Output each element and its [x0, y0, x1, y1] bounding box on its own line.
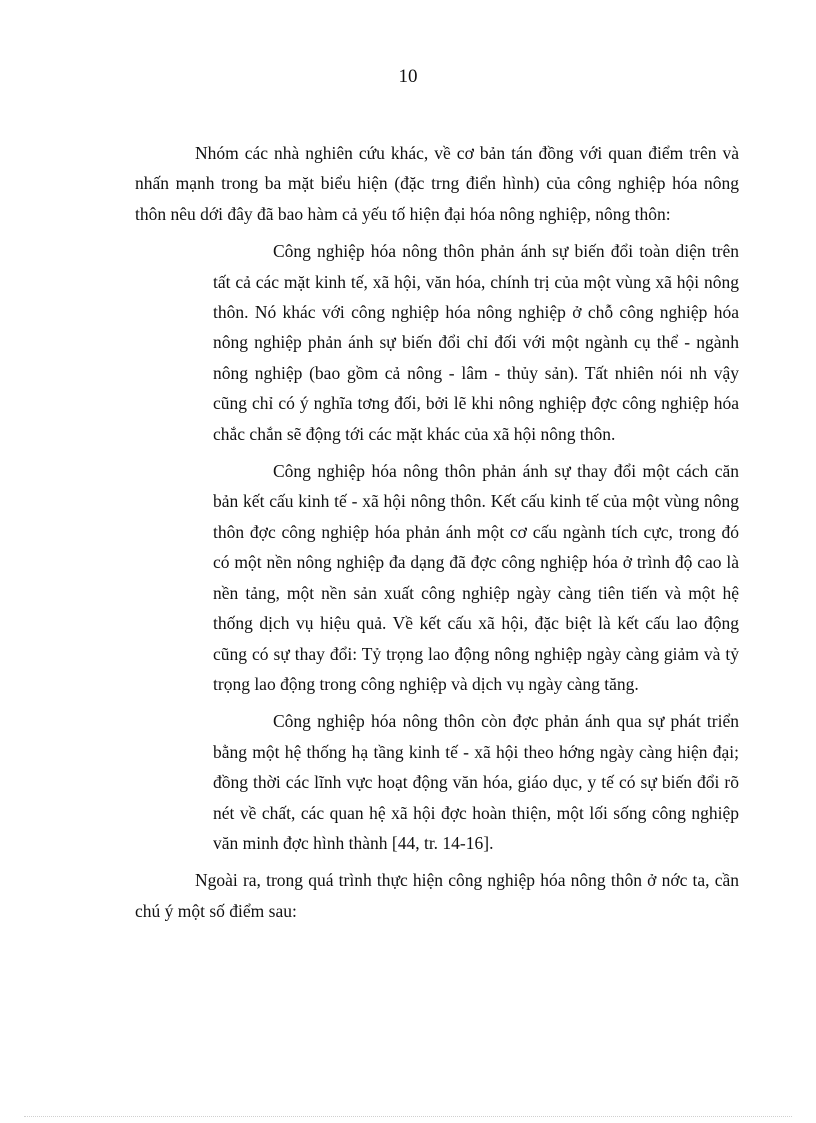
block-quote — [213, 236, 739, 858]
document-body — [135, 138, 739, 926]
page-bottom-divider — [24, 1116, 792, 1117]
page-number: 10 — [398, 66, 418, 87]
quote-paragraph-1: Công nghiệp hóa nông thôn phản ánh sự biến đổi toàn diện trên tất cả các mặt kinh tế, xã hội, văn hóa, chính trị của một vùng xã hội nông thôn. Nó khác với công nghiệp hóa nông nghiệp ở chỗ công nghiệp hóa nông nghiệp phản ánh sự biến đổi chỉ đối với một ngành cụ thể - ngành nông nghiệp (bao gồm cả nông - lâm - thủy sản). Tất nhiên nói nh vậy cũng chỉ có ý nghĩa tơng đối, bởi lẽ khi nông nghiệp đợc công nghiệp hóa chắc chắn sẽ động tới các mặt khác của xã hội nông thôn. — [213, 241, 739, 444]
closing-paragraph: Ngoài ra, trong quá trình thực hiện công nghiệp hóa nông thôn ở nớc ta, cần chú ý một số điểm sau: — [135, 870, 739, 921]
quote-paragraph-3: Công nghiệp hóa nông thôn còn đợc phản ánh qua sự phát triển bằng một hệ thống hạ tầng kinh tế - xã hội theo hớng ngày càng hiện đại; đồng thời các lĩnh vực hoạt động văn hóa, giáo dục, y tế có sự biến đổi rõ nét về chất, các quan hệ xã hội đợc hoàn thiện, một lối sống công nghiệp văn minh đợc hình thành [44, tr. 14-16]. — [213, 711, 739, 853]
quote-paragraph-2: Công nghiệp hóa nông thôn phản ánh sự thay đổi một cách căn bản kết cấu kinh tế - xã hội nông thôn. Kết cấu kinh tế của một vùng nông thôn đợc công nghiệp hóa phản ánh một cơ cấu ngành tích cực, trong đó có một nền nông nghiệp đa dạng đã đợc công nghiệp hóa ở trình độ cao là nền tảng, một nền sản xuất công nghiệp ngày càng tiên tiến và một hệ thống dịch vụ hiệu quả. Về kết cấu xã hội, đặc biệt là kết cấu lao động cũng có sự thay đổi: Tỷ trọng lao động nông nghiệp ngày càng giảm và tỷ trọng lao động trong công nghiệp và dịch vụ ngày càng tăng. — [213, 461, 739, 694]
intro-paragraph: Nhóm các nhà nghiên cứu khác, về cơ bản tán đồng với quan điểm trên và nhấn mạnh trong ba mặt biểu hiện (đặc trng điển hình) của công nghiệp hóa nông thôn nêu dới đây đã bao hàm cả yếu tố hiện đại hóa nông nghiệp, nông thôn: — [135, 143, 739, 224]
